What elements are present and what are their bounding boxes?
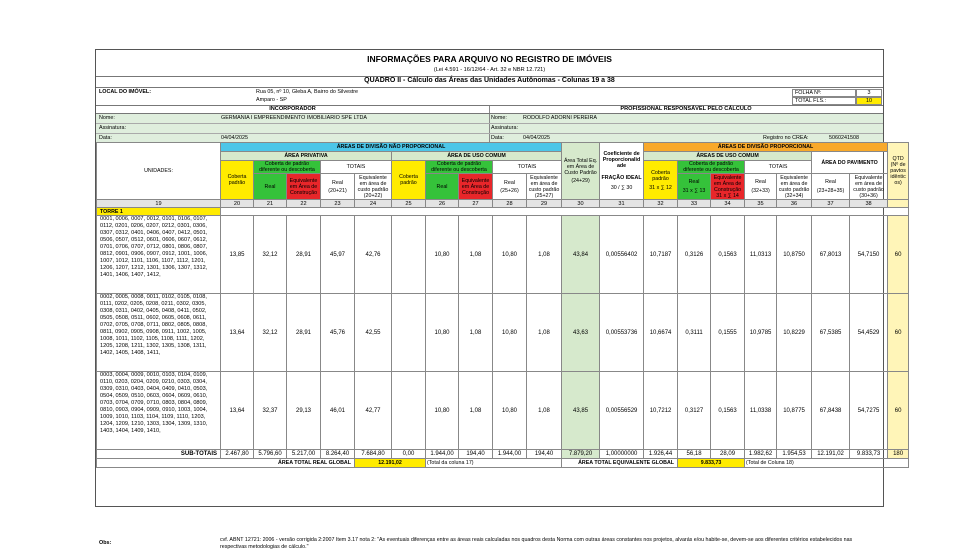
data-cell: 10,80 — [426, 216, 459, 294]
data-cell: 32,12 — [254, 216, 287, 294]
profissional-heading: PROFISSIONAL RESPONSÁVEL PELO CÁLCULO — [620, 106, 752, 112]
column-number: 32 — [644, 200, 678, 208]
data-cell: 13,64 — [221, 372, 254, 450]
inc-date-label: Data: — [99, 135, 112, 141]
column-number: 29 — [527, 200, 562, 208]
subtotal-cell: 1.954,53 — [777, 450, 812, 459]
local-label: LOCAL DO IMÓVEL: — [99, 89, 152, 95]
area-total-row — [97, 459, 909, 468]
quadro-title: QUADRO II - Cálculo das Áreas das Unidades Autônomas - Colunas 19 a 38 — [96, 76, 883, 86]
column-number: 22 — [287, 200, 321, 208]
form-title: INFORMAÇÕES PARA ARQUIVO NO REGISTRO DE IMÓVEIS — [367, 54, 612, 64]
area-real-value: 12.191,02 — [355, 459, 426, 468]
data-body — [97, 216, 909, 450]
h28-totais: TOTAIS — [493, 161, 562, 174]
data-cell: 0,3126 — [678, 216, 711, 294]
subtotal-cell: 8.264,40 — [321, 450, 355, 459]
column-number: 30 — [562, 200, 600, 208]
data-cell: 10,7187 — [644, 216, 678, 294]
subtotal-cell: 1.944,00 — [493, 450, 527, 459]
h37-real: Real (23+28+35) — [812, 174, 850, 200]
data-cell: 13,64 — [221, 294, 254, 372]
parties-heading-row — [96, 105, 883, 113]
data-cell: 28,91 — [287, 216, 321, 294]
torre-filler — [221, 208, 909, 216]
crea-number: 5060241508 — [829, 135, 859, 141]
nao-proporcional-header: ÁREAS DE DIVISÃO NÃO PROPORCIONAL — [221, 143, 562, 152]
crea-label: Registro no CREA: — [763, 135, 809, 141]
parties-rule-2 — [96, 133, 883, 134]
h21-coberta-dif: Coberta de padrão diferente ou descoberta — [254, 161, 321, 174]
h26-coberta-dif: Coberta de padrão diferente ou descoberta — [426, 161, 493, 174]
subtotal-cell: 1.982,62 — [745, 450, 777, 459]
parties-rule-1 — [96, 123, 883, 124]
subtotal-cell: 180 — [888, 450, 909, 459]
data-cell — [392, 294, 426, 372]
column-number — [888, 200, 909, 208]
local-address: Rua 05, nº 10, Gleba A, Bairro do Silvestre — [256, 89, 359, 95]
data-cell: 10,80 — [426, 294, 459, 372]
subtotal-cell: 7.879,20 — [562, 450, 600, 459]
subtotal-cell: 12.191,02 — [812, 450, 850, 459]
data-cell: 45,76 — [321, 294, 355, 372]
data-cell: 43,85 — [562, 372, 600, 450]
form-sheet — [95, 49, 906, 550]
h24-equiv: Equivalente em área de custo padrão (20+22) — [355, 174, 392, 200]
column-number: 35 — [745, 200, 777, 208]
h25-coberta: Coberta padrão — [392, 161, 426, 200]
data-cell: 54,4529 — [850, 294, 888, 372]
subtotal-cell: 194,40 — [527, 450, 562, 459]
pro-sign-label: Assinatura: — [491, 125, 518, 131]
h38-equiv: Equivalente em área de custo padrão (30+36) — [850, 174, 888, 200]
subtotal-cell: 56,18 — [678, 450, 711, 459]
header-row-1 — [97, 143, 909, 152]
data-cell: 54,7275 — [850, 372, 888, 450]
data-cell: 1,08 — [527, 216, 562, 294]
h26-real: Real — [426, 174, 459, 200]
h23-real: Real (20+21) — [321, 174, 355, 200]
area-eq-note: (Total de Coluna 18) — [745, 459, 909, 468]
h33-coberta-dif: Coberta de padrão diferente ou descoberta — [678, 161, 745, 174]
data-cell: 0,00556529 — [600, 372, 644, 450]
pavimento-header: ÁREA DO PAVIMENTO — [812, 152, 888, 174]
data-cell: 10,80 — [493, 216, 527, 294]
h29-equiv: Equivalente em área de custo padrão (25+27) — [527, 174, 562, 200]
local-block — [96, 87, 883, 105]
data-cell: 0,3111 — [678, 294, 711, 372]
data-cell: 29,13 — [287, 372, 321, 450]
data-cell: 10,80 — [426, 372, 459, 450]
incorporador-heading: INCORPORADOR — [96, 106, 490, 113]
area-real-note: (Total da coluna 17) — [426, 459, 562, 468]
data-cell: 10,8229 — [777, 294, 812, 372]
data-cell: 11,0338 — [745, 372, 777, 450]
subtotal-cell: 1.944,00 — [426, 450, 459, 459]
parties-divider — [489, 114, 490, 143]
area-eq-label: ÁREA TOTAL EQUIVALENTE GLOBAL — [562, 459, 678, 468]
data-cell: 67,8013 — [812, 216, 850, 294]
data-cell: 32,37 — [254, 372, 287, 450]
data-cell: 0,1555 — [711, 294, 745, 372]
column-number: 21 — [254, 200, 287, 208]
column-number: 26 — [426, 200, 459, 208]
uso-comum-header: ÁREA DE USO COMUM — [392, 152, 562, 161]
uso-comum-prop-header: ÁREAS DE USO COMUM — [644, 152, 812, 161]
data-cell: 28,91 — [287, 294, 321, 372]
folha-value: 3 — [856, 89, 882, 97]
column-number: 36 — [777, 200, 812, 208]
subtotal-cell: 0,00 — [392, 450, 426, 459]
area-eq-value: 9.833,73 — [678, 459, 745, 468]
data-cell: 60 — [888, 294, 909, 372]
data-cell: 10,8750 — [777, 216, 812, 294]
unit-list: 0003, 0004, 0009, 0010, 0103, 0104, 0109, 0110, 0203, 0204, 0209, 0210, 0303, 0304, 0309, 0310, 0403, 0404, 0409, 0410, 0503, 0504, 0509, 0510, 0603, 0604, 0609, 0610, 0703, 0704, 0709, 0710, 0803, 0804, 0809, 0810, 0903, 0904, 0909, 0910, 1003, 1004, 1009, 1010, 1103, 1104, 1109, 1110, 1203, 1204, 1209, 1210, 1303, 1304, 1309, 1310, 1403, 1404, 1409, 1410, — [97, 372, 221, 450]
subtotal-cell: 1,00000000 — [600, 450, 644, 459]
pro-date-label: Data: — [491, 135, 504, 141]
total-fls-value: 10 — [856, 97, 882, 105]
subtotal-row — [97, 450, 909, 459]
subtotal-cell: 28,09 — [711, 450, 745, 459]
data-cell: 10,8775 — [777, 372, 812, 450]
inc-date: 04/04/2025 — [221, 135, 248, 141]
torre-row — [97, 208, 909, 216]
column-number: 38 — [850, 200, 888, 208]
h36-equiv: Equivalente em área de custo padrão (32+34) — [777, 174, 812, 200]
data-cell: 13,85 — [221, 216, 254, 294]
h23-totais: TOTAIS — [321, 161, 392, 174]
table-row — [97, 216, 909, 294]
data-cell: 10,9785 — [745, 294, 777, 372]
data-cell: 10,80 — [493, 294, 527, 372]
data-cell: 42,55 — [355, 294, 392, 372]
inc-name-label: Nome: — [99, 115, 115, 121]
data-cell: 0,3127 — [678, 372, 711, 450]
column-number: 31 — [600, 200, 644, 208]
data-cell: 42,77 — [355, 372, 392, 450]
pro-name: RODOLFO ADORNI PEREIRA — [523, 115, 597, 121]
data-cell: 1,08 — [459, 216, 493, 294]
data-cell: 10,7212 — [644, 372, 678, 450]
inc-sign-label: Assinatura: — [99, 125, 126, 131]
data-cell: 0,00553736 — [600, 294, 644, 372]
law-reference: (Lei 4.591 - 16/12/64 - Art. 32 e NBR 12.721) — [433, 67, 546, 73]
inc-name: GERMANIA I EMPREENDIMENTO IMOBILIARIO SPE LTDA — [221, 115, 367, 121]
col-units-header: UNIDADES: — [97, 143, 221, 200]
area-real-label: ÁREA TOTAL REAL GLOBAL — [97, 459, 355, 468]
column-number: 37 — [812, 200, 850, 208]
qtd-header: QTD (Nº de pavtos idêntic os) — [888, 143, 909, 200]
torre-label: TORRE 1 — [97, 208, 221, 216]
data-cell: 43,63 — [562, 294, 600, 372]
column-number: 27 — [459, 200, 493, 208]
h27-equiv: Equivalente em Área de Construção — [459, 174, 493, 200]
data-cell: 0,1563 — [711, 216, 745, 294]
obs-text: cvf. ABNT 12721: 2006 - versão corrigida 2:2007 Item 3.17 nota 2: "As eventuais diferenças entre as áreas reais calculadas nos quadros desta Norma com outras áreas constantes nos projetos, alvarás e/ou habite-se, devem-se aos diferentes critérios estabelecidos nas respectivas metodologias de cálculo." — [220, 537, 853, 550]
data-cell: 11,0313 — [745, 216, 777, 294]
column-number: 33 — [678, 200, 711, 208]
subtotal-cell: 9.833,73 — [850, 450, 888, 459]
subtotal-cell: 1.926,44 — [644, 450, 678, 459]
local-city: Amparo - SP — [256, 97, 287, 103]
column-number-row — [97, 200, 909, 208]
data-cell: 10,6674 — [644, 294, 678, 372]
subtotal-cell: 7.684,80 — [355, 450, 392, 459]
data-cell — [392, 372, 426, 450]
table-row — [97, 372, 909, 450]
data-cell: 1,08 — [527, 294, 562, 372]
privativa-header: ÁREA PRIVATIVA — [221, 152, 392, 161]
data-cell — [392, 216, 426, 294]
column-number: 23 — [321, 200, 355, 208]
proporcional-header: ÁREAS DE DIVISÃO PROPORCIONAL — [644, 143, 888, 152]
pro-date: 04/04/2025 — [523, 135, 550, 141]
unit-list: 0002, 0005, 0008, 0011, 0102, 0105, 0108, 0111, 0202, 0205, 0208, 0211, 0302, 0305, 0308, 0311, 0402, 0405, 0408, 0411, 0502, 0505, 0508, 0511, 0602, 0605, 0608, 0611, 0702, 0705, 0708, 0711, 0802, 0805, 0808, 0811, 0902, 0905, 0908, 0911, 1002, 1005, 1008, 1011, 1102, 1105, 1108, 1111, 1202, 1205, 1208, 1211, 1302, 1305, 1308, 1311, 1402, 1405, 1408, 1411, — [97, 294, 221, 372]
unit-list: 0001, 0006, 0007, 0012, 0101, 0106, 0107, 0112, 0201, 0206, 0207, 0212, 0301, 0306, 0307, 0312, 0401, 0406, 0407, 0412, 0501, 0506, 0507, 0512, 0601, 0606, 0607, 0612, 0701, 0706, 0707, 0712, 0801, 0806, 0807, 0812, 0901, 0906, 0907, 0912, 1001, 1006, 1007, 1012, 1101, 1106, 1107, 1112, 1201, 1206, 1207, 1212, 1301, 1306, 1307, 1312, 1401, 1406, 1407, 1412, — [97, 216, 221, 294]
parties-block — [96, 113, 883, 142]
subtotal-cell: 194,40 — [459, 450, 493, 459]
h20-coberta: Coberta padrão — [221, 161, 254, 200]
column-number: 24 — [355, 200, 392, 208]
column-number: 25 — [392, 200, 426, 208]
data-cell: 45,97 — [321, 216, 355, 294]
subtotal-label: SUB-TOTAIS — [97, 450, 221, 459]
subtotal-cell: 5.796,60 — [254, 450, 287, 459]
data-cell: 0,00556402 — [600, 216, 644, 294]
h21-real: Real — [254, 174, 287, 200]
data-cell: 67,8438 — [812, 372, 850, 450]
data-cell: 10,80 — [493, 372, 527, 450]
h28-real: Real (25+26) — [493, 174, 527, 200]
quadro-table — [96, 142, 909, 468]
data-cell: 0,1563 — [711, 372, 745, 450]
data-cell: 1,08 — [459, 294, 493, 372]
folha-label-box: FOLHA Nº: — [792, 89, 856, 97]
data-cell: 60 — [888, 372, 909, 450]
data-cell: 43,84 — [562, 216, 600, 294]
column-number: 20 — [221, 200, 254, 208]
subtotal-cell: 2.467,80 — [221, 450, 254, 459]
total-fls-label-box: TOTAL FLS.: — [792, 97, 856, 105]
data-cell: 54,7150 — [850, 216, 888, 294]
h35-real: Real (32+33) — [745, 174, 777, 200]
column-number: 19 — [97, 200, 221, 208]
h34-equiv: Equivalente em Área de Construção 31 x ∑ 14 — [711, 174, 745, 200]
h33-real: Real 31 x ∑ 13 — [678, 174, 711, 200]
subtotal-cell: 5.217,00 — [287, 450, 321, 459]
pro-name-label: Nome: — [491, 115, 507, 121]
coef-header: Coeficiente de Proporcionalid ade FRAÇÃO IDEAL 30 / ∑ 30 — [600, 143, 644, 200]
data-cell: 32,12 — [254, 294, 287, 372]
data-cell: 60 — [888, 216, 909, 294]
data-cell: 67,5385 — [812, 294, 850, 372]
column-number: 34 — [711, 200, 745, 208]
h22-equiv: Equivalente em Área de Construção — [287, 174, 321, 200]
obs-label: Obs: — [99, 540, 112, 546]
h35-totais: TOTAIS — [745, 161, 812, 174]
area-total-header: Área Total Eq. em Área de Custo Padrão (24+29) — [562, 143, 600, 200]
column-number: 28 — [493, 200, 527, 208]
data-cell: 1,08 — [459, 372, 493, 450]
data-cell: 42,76 — [355, 216, 392, 294]
data-cell: 1,08 — [527, 372, 562, 450]
h32-coberta: Coberta padrão 31 x ∑ 12 — [644, 161, 678, 200]
table-row — [97, 294, 909, 372]
data-cell: 46,01 — [321, 372, 355, 450]
